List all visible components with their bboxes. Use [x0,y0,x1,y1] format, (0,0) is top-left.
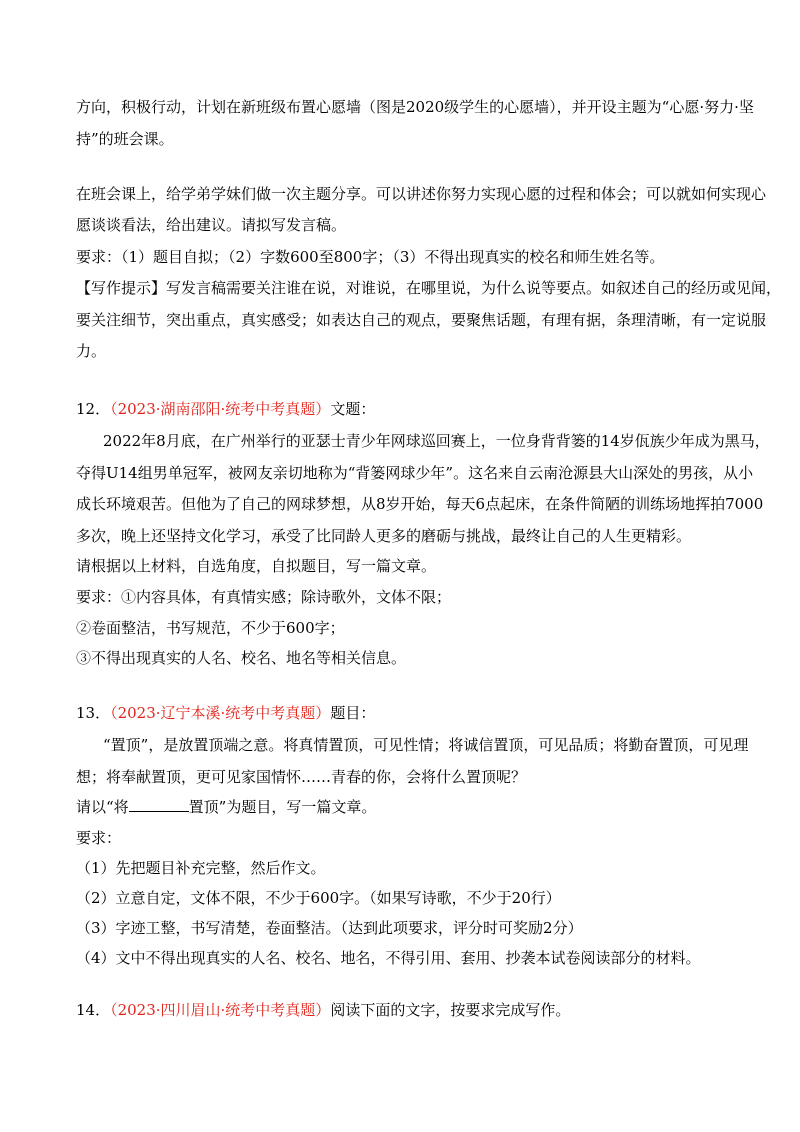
intro-line-2: 持”的班会课。 [76,130,174,148]
question-12-source: （2023·湖南邵阳·统考中考真题） [110,400,331,418]
question-13-number: 13． [76,704,111,722]
question-13-header [76,703,730,723]
writing-tip-line-3: 力。 [76,342,107,360]
question-14-number: 14． [76,1001,111,1019]
task-line-1: 在班会课上，给学弟学妹们做一次主题分享。可以讲述你努力实现心愿的过程和体会；可以就如何实现心 [76,185,767,203]
question-13-instruction-end: 置顶”为题目，写一篇文章。 [188,798,377,816]
intro-line-1: 方向，积极行动，计划在新班级布置心愿墙（图是2020级学生的心愿墙），并开设主题为“心愿·努力·坚 [76,98,754,116]
question-13-requirements-label: 要求： [76,829,122,847]
writing-tip-line-1: 【写作提示】写发言稿需要关注谁在说，对谁说，在哪里说，为什么说等要点。如叙述自己的经历或见闻， [76,279,782,297]
question-13-requirement-3: （3）字迹工整，书写清楚，卷面整洁。（达到此项要求，评分时可奖励2分） [76,919,583,937]
intro-requirement: 要求：（1）题目自拟；（2）字数600至800字；（3）不得出现真实的校名和师生姓名等。 [76,248,665,266]
question-13-label: 题目： [330,704,376,722]
question-12-material-line-1: 2022年8月底，在广州举行的亚瑟士青少年网球巡回赛上，一位身背背篓的14岁佤族少年成为黑马， [103,432,770,450]
question-13-requirement-2: （2）立意自定，文体不限，不少于600字。（如果写诗歌，不少于20行） [76,889,561,907]
question-12-material-line-3: 成长环境艰苦。但他为了自己的网球梦想，从8岁开始，每天6点起床，在条件简陋的训练场地挥拍7000 [76,495,764,513]
task-line-2: 愿谈谈看法，给出建议。请拟写发言稿。 [76,216,347,234]
question-14-label: 阅读下面的文字，按要求完成写作。 [330,1001,571,1019]
question-12-header [76,399,730,419]
writing-tip-line-2: 要关注细节，突出重点，真实感受；如表达自己的观点，要聚焦话题，有理有据，条理清晰，有一定说服 [76,311,767,329]
question-12-material-line-4: 多次，晚上还坚持文化学习，承受了比同龄人更多的磨砺与挑战，最终让自己的人生更精彩。 [76,527,692,545]
question-12-requirement-1: 要求：①内容具体，有真情实感；除诗歌外，文体不限； [76,588,452,606]
question-14-header [76,1000,730,1020]
question-12-requirement-3: ③不得出现真实的人名、校名、地名等相关信息。 [76,649,407,667]
question-12-requirement-2: ②卷面整洁，书写规范，不少于600字； [76,619,345,637]
question-13-material-line-2: 想；将奉献置顶，更可见家国情怀……青春的你，会将什么置顶呢？ [76,768,527,786]
question-13-material-line-1: “置顶”，是放置顶端之意。将真情置顶，可见性情；将诚信置顶，可见品质；将勤奋置顶，可见理 [103,736,749,754]
question-13-instruction-start: 请以“将 [76,798,129,816]
question-12-number: 12． [76,400,111,418]
question-13-source: （2023·辽宁本溪·统考中考真题） [110,704,331,722]
question-14-source: （2023·四川眉山·统考中考真题） [110,1001,331,1019]
question-12-instruction: 请根据以上材料，自选角度，自拟题目，写一篇文章。 [76,557,437,575]
question-13-instruction [76,797,730,817]
question-13-requirement-4: （4）文中不得出现真实的人名、校名、地名，不得引用、套用、抄袭本试卷阅读部分的材料。 [76,949,701,967]
question-12-material-line-2: 夺得U14组男单冠军，被网友亲切地称为“背篓网球少年”。这名来自云南沧源县大山深处的男孩，从小 [76,464,754,482]
question-12-label: 文题： [330,400,376,418]
question-13-requirement-1: （1）先把题目补充完整，然后作文。 [76,859,326,877]
title-blank [129,797,189,812]
